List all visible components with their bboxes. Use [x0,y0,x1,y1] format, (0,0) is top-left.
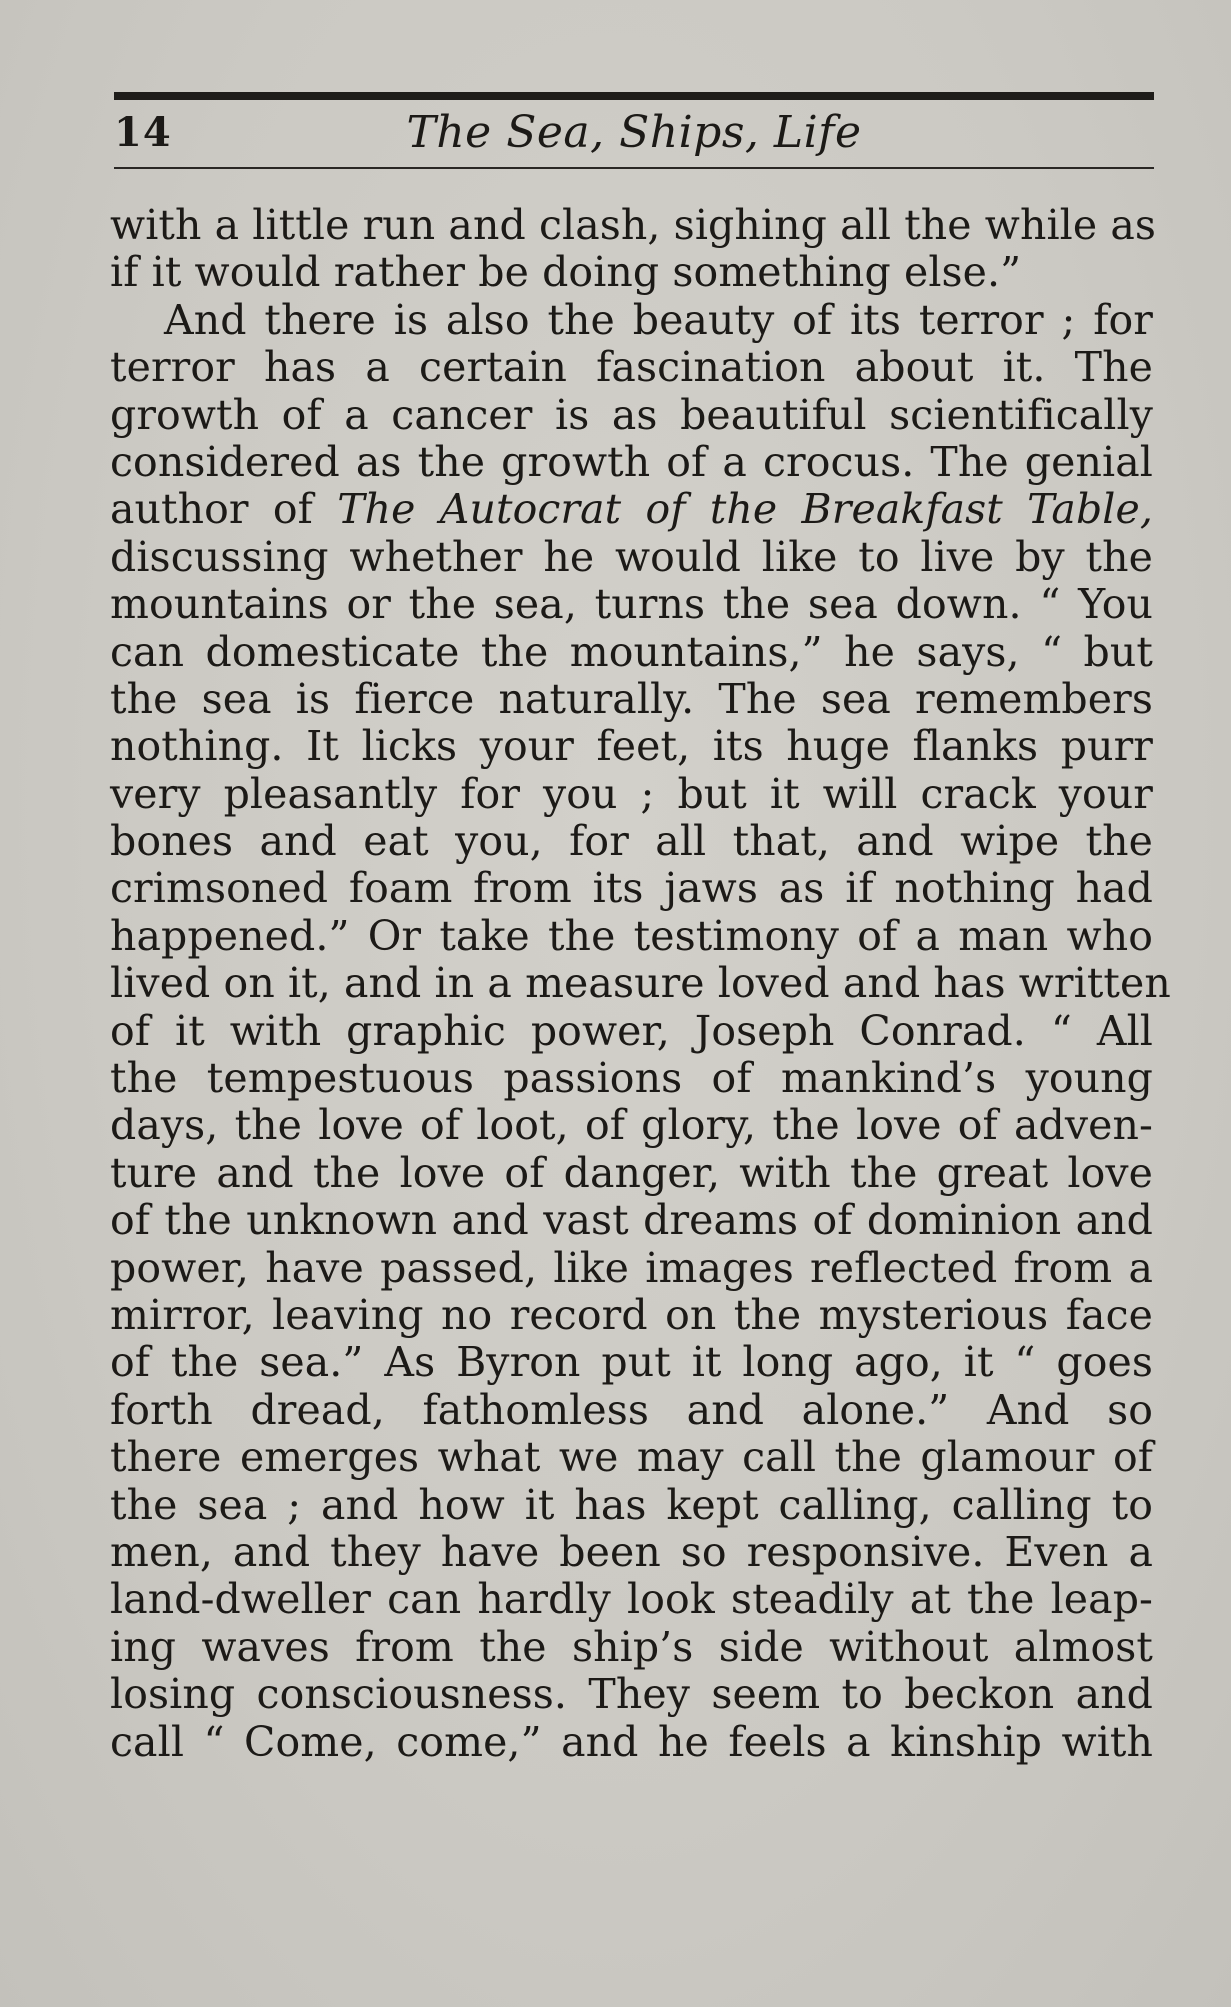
text-line: the sea ; and how it has kept calling, calling to [110,1480,1153,1529]
text-line: the tempestuous passions of mankind’s young [110,1054,1153,1103]
text-line: land-dweller can hardly look steadily at the leap- [110,1575,1153,1624]
text-line: growth of a cancer is as beautiful scientifically [110,390,1153,439]
text-line: lived on it, and in a measure loved and has written [110,959,1171,1008]
running-title: The Sea, Ships, Life [406,107,862,158]
text-line: can domesticate the mountains,” he says, “ but [110,627,1153,676]
text-line: losing consciousness. They seem to beckon and [110,1670,1153,1719]
text-line: men, and they have been so responsive. Even a [110,1527,1153,1576]
text-line: happened.” Or take the testimony of a man who [110,911,1153,960]
text-line: forth dread, fathomless and alone.” And so [110,1385,1153,1434]
text-line: crimsoned foam from its jaws as if nothing had [110,864,1153,913]
text-fragment: author of [110,485,313,534]
running-head [114,106,1154,164]
text-line: considered as the growth of a crocus. The genial [110,437,1153,486]
text-line: of it with graphic power, Joseph Conrad. “ All [110,1006,1153,1055]
text-line: of the sea.” As Byron put it long ago, it “ goes [110,1338,1153,1387]
text-line-mixed [110,486,1153,533]
top-rule [114,92,1154,100]
text-line: if it would rather be doing something else.” [110,248,1022,297]
book-title-italic: The Autocrat of the Breakfast Table, [337,485,1153,534]
text-line: days, the love of loot, of glory, the love of adven- [110,1101,1153,1150]
text-line: ing waves from the ship’s side without almost [110,1622,1153,1671]
text-line: mirror, leaving no record on the mysterious face [110,1290,1153,1339]
text-line: call “ Come, come,” and he feels a kinship with [110,1717,1153,1766]
text-line: power, have passed, like images reflected from a [110,1243,1153,1292]
text-line: mountains or the sea, turns the sea down. “ You [110,580,1153,629]
text-line: nothing. It licks your feet, its huge flanks purr [110,722,1153,771]
page-number: 14 [114,109,172,156]
text-line: discussing whether he would like to live by the [110,532,1153,581]
text-line: terror has a certain fascination about it. The [110,343,1153,392]
text-line: very pleasantly for you ; but it will crack your [110,769,1153,818]
text-line: with a little run and clash, sighing all the while as [110,201,1157,249]
text-line: of the unknown and vast dreams of dominion and [110,1196,1153,1245]
text-line: ture and the love of danger, with the great love [110,1148,1153,1197]
text-line: And there is also the beauty of its terror ; for [164,295,1153,344]
head-rule [114,167,1154,169]
text-line: bones and eat you, for all that, and wipe the [110,817,1153,866]
text-line: there emerges what we may call the glamour of [110,1433,1153,1482]
body-text [110,201,1171,1766]
text-line: the sea is fierce naturally. The sea remembers [110,674,1153,723]
